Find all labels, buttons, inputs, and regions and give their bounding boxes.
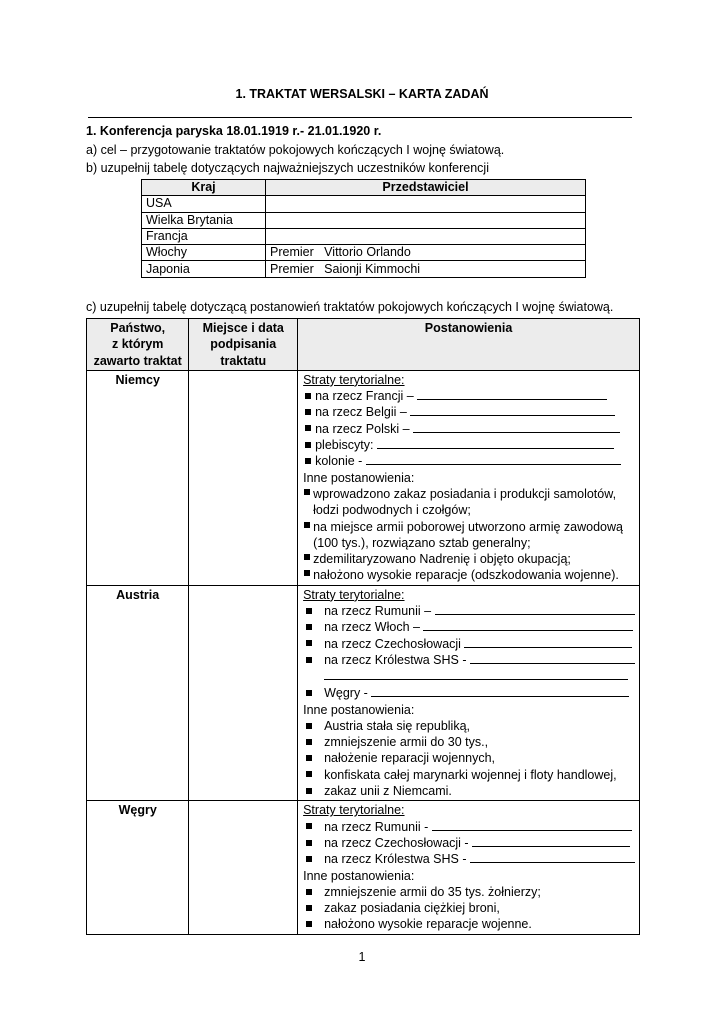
other-provisions-label: Inne postanowienia: bbox=[303, 470, 415, 485]
list-item bbox=[303, 734, 635, 750]
participants-table bbox=[141, 179, 586, 278]
country-cell: USA bbox=[142, 196, 266, 212]
list-item bbox=[303, 851, 635, 867]
list-item-label: na rzecz Francji – bbox=[315, 389, 414, 404]
list-item bbox=[303, 603, 635, 619]
list-item-label: na rzecz Czechosłowacji - bbox=[324, 835, 469, 850]
bullet-icon bbox=[306, 856, 312, 862]
bullet-icon bbox=[305, 458, 311, 464]
representative-cell[interactable] bbox=[266, 212, 586, 228]
answer-blank[interactable] bbox=[470, 851, 635, 863]
list-item bbox=[303, 685, 635, 701]
list-item-label: nałożenie reparacji wojennych, bbox=[324, 751, 496, 766]
bullet-icon bbox=[306, 739, 312, 745]
bullet-icon bbox=[306, 905, 312, 911]
bullet-icon bbox=[306, 921, 312, 927]
list-item-label: Węgry - bbox=[324, 686, 368, 701]
bullet-icon bbox=[305, 442, 311, 448]
section-heading: 1. Konferencja paryska 18.01.1919 r.- 21.01.1920 r. bbox=[86, 124, 382, 138]
bullet-icon bbox=[305, 393, 311, 399]
provisions-cell bbox=[298, 585, 640, 801]
bullet-icon bbox=[306, 823, 312, 829]
territorial-losses-label: Straty terytorialne: bbox=[303, 803, 405, 818]
list-item bbox=[303, 437, 635, 453]
list-item-label: na rzecz Włoch – bbox=[324, 620, 420, 635]
answer-blank[interactable] bbox=[413, 421, 620, 433]
list-item-label: na rzecz Czechosłowacji bbox=[324, 636, 461, 651]
list-item-label: na rzecz Królestwa SHS - bbox=[324, 652, 467, 667]
list-item bbox=[303, 900, 635, 916]
table-row bbox=[142, 228, 586, 244]
list-item-label: wprowadzono zakaz posiadania i produkcji samolotów, łodzi podwodnych i czołgów; bbox=[313, 486, 617, 518]
col-header-place-date: Miejsce i data podpisania traktatu bbox=[189, 319, 298, 371]
table-row bbox=[87, 370, 640, 585]
bullet-icon bbox=[306, 640, 312, 646]
list-item-label: na rzecz Rumunii – bbox=[324, 604, 432, 619]
territorial-losses-label: Straty terytorialne: bbox=[303, 587, 405, 602]
representative-cell: Premier Saionji Kimmochi bbox=[266, 261, 586, 277]
list-item-label: nałożono wysokie reparacje (odszkodowania wojenne). bbox=[313, 568, 619, 583]
answer-blank[interactable] bbox=[432, 819, 632, 831]
list-item bbox=[303, 421, 635, 437]
bullet-icon bbox=[306, 840, 312, 846]
table-row bbox=[142, 196, 586, 212]
list-item bbox=[303, 819, 635, 835]
table-row bbox=[87, 585, 640, 801]
bullet-icon bbox=[306, 889, 312, 895]
list-item-label: zakaz posiadania ciężkiej broni, bbox=[324, 901, 500, 916]
other-provisions-label: Inne postanowienia: bbox=[303, 702, 415, 717]
answer-blank[interactable] bbox=[470, 652, 635, 664]
page-title: 1. TRAKTAT WERSALSKI – KARTA ZADAŃ bbox=[235, 87, 489, 101]
list-item bbox=[303, 767, 635, 783]
place-date-cell[interactable] bbox=[189, 801, 298, 934]
answer-blank[interactable] bbox=[417, 388, 607, 400]
list-item bbox=[303, 388, 635, 404]
bullet-icon bbox=[306, 690, 312, 696]
treaties-table bbox=[86, 318, 640, 935]
table-row bbox=[142, 245, 586, 261]
country-cell: Włochy bbox=[142, 245, 266, 261]
representative-cell: Premier Vittorio Orlando bbox=[266, 245, 586, 261]
list-item bbox=[303, 884, 635, 900]
provisions-cell bbox=[298, 370, 640, 585]
bullet-icon bbox=[305, 425, 311, 431]
list-item bbox=[303, 835, 635, 851]
list-item bbox=[303, 783, 635, 799]
table-row bbox=[142, 212, 586, 228]
bullet-icon bbox=[304, 489, 310, 495]
state-cell: Niemcy bbox=[87, 370, 189, 585]
list-item-label: kolonie - bbox=[315, 454, 363, 469]
bullet-icon bbox=[304, 522, 310, 528]
bullet-icon bbox=[304, 570, 310, 576]
col-header-provisions: Postanowienia bbox=[298, 319, 640, 371]
answer-blank[interactable] bbox=[410, 404, 615, 416]
list-item bbox=[303, 652, 635, 668]
col-header-country: Kraj bbox=[142, 180, 266, 196]
list-item-label: Austria stała się republiką, bbox=[324, 718, 470, 733]
list-item-label: zdemilitaryzowano Nadrenię i objęto okupacją; bbox=[313, 552, 571, 567]
point-c: c) uzupełnij tabelę dotyczącą postanowień traktatów pokojowych kończących I wojnę światową. bbox=[86, 300, 614, 314]
list-item-label: konfiskata całej marynarki wojennej i floty handlowej, bbox=[324, 767, 617, 782]
bullet-icon bbox=[306, 608, 312, 614]
bullet-icon bbox=[306, 755, 312, 761]
bullet-icon bbox=[304, 554, 310, 560]
bullet-icon bbox=[306, 723, 312, 729]
col-header-representative: Przedstawiciel bbox=[266, 180, 586, 196]
list-item-label: na rzecz Belgii – bbox=[315, 405, 407, 420]
bullet-icon bbox=[306, 624, 312, 630]
list-item-label: na rzecz Królestwa SHS - bbox=[324, 852, 467, 867]
list-item bbox=[303, 404, 635, 420]
place-date-cell[interactable] bbox=[189, 370, 298, 585]
list-item-label: zmniejszenie armii do 35 tys. żołnierzy; bbox=[324, 884, 541, 899]
page-number: 1 bbox=[358, 950, 366, 964]
list-item-label: zmniejszenie armii do 30 tys., bbox=[324, 735, 489, 750]
answer-line[interactable] bbox=[303, 668, 635, 685]
other-provisions-label: Inne postanowienia: bbox=[303, 868, 415, 883]
answer-blank[interactable] bbox=[371, 685, 629, 697]
title-divider bbox=[88, 117, 632, 118]
table-row bbox=[142, 261, 586, 277]
list-item bbox=[303, 636, 635, 652]
bullet-icon bbox=[306, 771, 312, 777]
answer-blank[interactable] bbox=[464, 636, 632, 648]
bullet-icon bbox=[306, 657, 312, 663]
place-date-cell[interactable] bbox=[189, 585, 298, 801]
answer-blank[interactable] bbox=[366, 453, 621, 465]
list-item-label: zakaz unii z Niemcami. bbox=[324, 784, 452, 799]
answer-blank[interactable] bbox=[435, 603, 635, 615]
answer-blank[interactable] bbox=[472, 835, 630, 847]
list-item bbox=[303, 619, 635, 635]
country-cell: Japonia bbox=[142, 261, 266, 277]
provisions-cell bbox=[298, 801, 640, 934]
state-cell: Węgry bbox=[87, 801, 189, 934]
bullet-icon bbox=[306, 788, 312, 794]
point-b: b) uzupełnij tabelę dotyczących najważniejszych uczestników konferencji bbox=[86, 161, 489, 175]
state-cell: Austria bbox=[87, 585, 189, 801]
list-item-label: na rzecz Polski – bbox=[315, 421, 410, 436]
list-item bbox=[303, 453, 635, 469]
list-item bbox=[303, 551, 635, 567]
country-cell: Francja bbox=[142, 228, 266, 244]
list-item bbox=[303, 567, 635, 583]
list-item bbox=[303, 916, 635, 932]
list-item-label: na rzecz Rumunii - bbox=[324, 819, 429, 834]
list-item bbox=[303, 718, 635, 734]
list-item bbox=[303, 519, 635, 552]
list-item-label: na miejsce armii poborowej utworzono armię zawodową (100 tys.), rozwiązano sztab generalny; bbox=[313, 519, 623, 550]
representative-cell[interactable] bbox=[266, 196, 586, 212]
list-item-label: plebiscyty: bbox=[315, 438, 374, 453]
answer-blank[interactable] bbox=[423, 619, 633, 631]
representative-cell[interactable] bbox=[266, 228, 586, 244]
answer-blank[interactable] bbox=[377, 437, 614, 449]
table-row bbox=[87, 801, 640, 934]
point-a: a) cel – przygotowanie traktatów pokojowych kończących I wojnę światową. bbox=[86, 143, 505, 157]
list-item bbox=[303, 486, 635, 519]
country-cell: Wielka Brytania bbox=[142, 212, 266, 228]
list-item bbox=[303, 750, 635, 766]
bullet-icon bbox=[305, 409, 311, 415]
col-header-state: Państwo, z którym zawarto traktat bbox=[87, 319, 189, 371]
territorial-losses-label: Straty terytorialne: bbox=[303, 372, 405, 387]
list-item-label: nałożono wysokie reparacje wojenne. bbox=[324, 917, 532, 932]
